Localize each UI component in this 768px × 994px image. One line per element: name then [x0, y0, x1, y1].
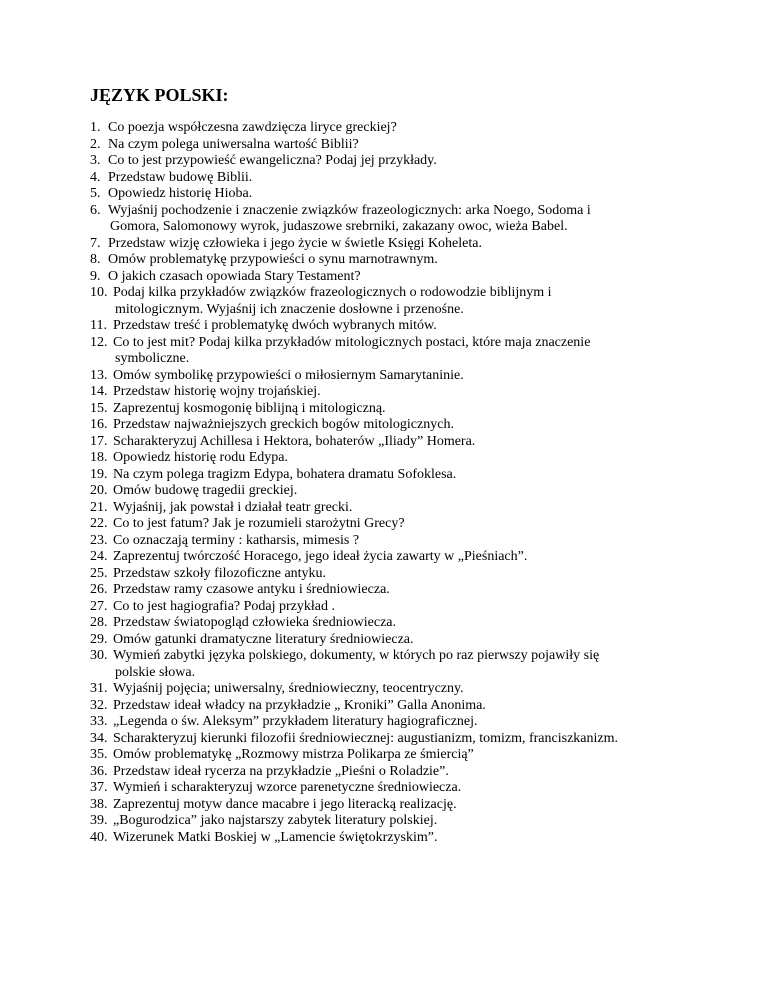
list-item	[0, 681, 768, 698]
question-line: Omów problematykę „Rozmowy mistrza Polikarpa ze śmiercią”	[113, 747, 474, 762]
question-text	[113, 599, 673, 616]
question-text	[113, 467, 673, 484]
question-text	[113, 632, 673, 649]
question-text	[113, 318, 673, 335]
question-line: Przedstaw światopogląd człowieka średniowiecza.	[113, 615, 397, 630]
question-number: 30.	[90, 648, 108, 663]
question-text	[113, 450, 673, 467]
question-text	[113, 615, 673, 632]
question-line: Co to jest mit? Podaj kilka przykładów mitologicznych postaci, które maja znaczenie	[113, 334, 591, 350]
list-item	[0, 137, 768, 154]
list-item	[0, 549, 768, 566]
question-number: 33.	[90, 714, 108, 729]
question-line: O jakich czasach opowiada Stary Testament?	[108, 268, 361, 284]
question-text	[113, 582, 673, 599]
question-text	[113, 500, 673, 517]
list-item	[0, 401, 768, 418]
question-text	[113, 566, 673, 583]
question-line: Co to jest hagiografia? Podaj przykład .	[113, 598, 335, 614]
question-text	[113, 681, 673, 698]
question-line: Omów budowę tragedii greckiej.	[113, 483, 298, 498]
question-number: 8.	[90, 252, 101, 267]
list-item	[0, 368, 768, 385]
question-text	[108, 203, 668, 236]
list-item	[0, 599, 768, 616]
list-item	[0, 780, 768, 797]
list-item	[0, 269, 768, 286]
question-line: Zaprezentuj motyw dance macabre i jego literacką realizację.	[113, 796, 457, 812]
question-number: 32.	[90, 697, 108, 713]
question-number: 15.	[90, 400, 108, 416]
question-number: 14.	[90, 384, 108, 399]
question-text	[113, 516, 673, 533]
question-number: 40.	[90, 829, 108, 845]
question-line: Na czym polega tragizm Edypa, bohatera dramatu Sofoklesa.	[113, 466, 457, 482]
question-number: 38.	[90, 796, 108, 812]
question-number: 4.	[90, 169, 101, 185]
question-text	[108, 252, 668, 269]
list-item	[0, 186, 768, 203]
question-line: Na czym polega uniwersalna wartość Biblii?	[108, 136, 359, 152]
question-line: Przedstaw najważniejszych greckich bogów mitologicznych.	[113, 417, 454, 432]
question-number: 34.	[90, 730, 108, 746]
question-text	[108, 170, 668, 187]
question-number: 27.	[90, 598, 108, 614]
question-text	[108, 137, 668, 154]
list-item	[0, 450, 768, 467]
question-number: 20.	[90, 483, 108, 498]
question-text	[113, 698, 673, 715]
list-item	[0, 797, 768, 814]
question-line: Opowiedz historię Hioba.	[108, 186, 253, 201]
question-line: Przedstaw budowę Biblii.	[108, 169, 253, 185]
question-text	[108, 269, 668, 286]
question-line: Wyjaśnij pochodzenie i znaczenie związków frazeologicznych: arka Noego, Sodoma i	[108, 202, 591, 218]
question-line: Zaprezentuj kosmogonię biblijną i mitologiczną.	[113, 400, 386, 416]
page-title: JĘZYK POLSKI:	[90, 85, 229, 105]
question-text	[113, 731, 673, 748]
question-number: 16.	[90, 417, 108, 432]
question-number: 17.	[90, 433, 108, 449]
list-item	[0, 714, 768, 731]
question-number: 24.	[90, 549, 108, 564]
question-number: 19.	[90, 466, 108, 482]
question-line: Wizerunek Matki Boskiej w „Lamencie świętokrzyskim”.	[113, 829, 438, 845]
list-item	[0, 120, 768, 137]
question-text	[113, 401, 673, 418]
question-line: Wyjaśnij pojęcia; uniwersalny, średniowieczny, teocentryczny.	[113, 681, 464, 696]
question-text	[113, 747, 673, 764]
list-item	[0, 318, 768, 335]
question-text	[113, 384, 673, 401]
list-item	[0, 384, 768, 401]
question-text	[113, 533, 673, 550]
question-line: Opowiedz historię rodu Edypa.	[113, 450, 288, 465]
question-line: Przedstaw wizję człowieka i jego życie w świetle Księgi Koheleta.	[108, 235, 482, 251]
question-line-continuation: symboliczne.	[115, 351, 190, 366]
question-number: 22.	[90, 516, 108, 531]
question-line: Wyjaśnij, jak powstał i działał teatr grecki.	[113, 499, 353, 515]
question-text	[108, 153, 668, 170]
question-text	[113, 764, 673, 781]
question-number: 37.	[90, 780, 108, 795]
question-number: 11.	[90, 318, 107, 333]
question-number: 13.	[90, 367, 108, 383]
question-number: 2.	[90, 136, 101, 152]
question-number: 3.	[90, 153, 101, 168]
question-text	[113, 830, 673, 847]
list-item	[0, 467, 768, 484]
list-item	[0, 764, 768, 781]
list-item	[0, 236, 768, 253]
question-number: 35.	[90, 747, 108, 762]
question-number: 23.	[90, 532, 108, 548]
list-item	[0, 747, 768, 764]
list-item	[0, 285, 768, 318]
question-line: Scharakteryzuj kierunki filozofii średniowiecznej: augustianizm, tomizm, franciszkanizm.	[113, 730, 618, 746]
question-line: Omów symbolikę przypowieści o miłosiernym Samarytaninie.	[113, 367, 464, 383]
question-line: Co poezja współczesna zawdzięcza liryce greckiej?	[108, 120, 397, 135]
list-item	[0, 632, 768, 649]
question-number: 21.	[90, 499, 108, 515]
list-item	[0, 582, 768, 599]
question-number: 39.	[90, 813, 108, 828]
list-item	[0, 615, 768, 632]
question-text	[113, 335, 673, 368]
question-number: 28.	[90, 615, 108, 630]
question-text	[113, 797, 673, 814]
question-line: Co to jest fatum? Jak je rozumieli starożytni Grecy?	[113, 516, 405, 531]
list-item	[0, 813, 768, 830]
question-number: 18.	[90, 450, 108, 465]
question-text	[113, 648, 673, 681]
question-number: 1.	[90, 120, 101, 135]
list-item	[0, 698, 768, 715]
list-item	[0, 830, 768, 847]
question-number: 7.	[90, 235, 101, 251]
question-line: Omów gatunki dramatyczne literatury średniowiecza.	[113, 631, 414, 647]
question-text	[108, 120, 668, 137]
list-item	[0, 203, 768, 236]
question-line: Scharakteryzuj Achillesa i Hektora, bohaterów „Iliady” Homera.	[113, 433, 476, 449]
question-list	[0, 120, 768, 846]
question-number: 12.	[90, 334, 108, 350]
question-text	[108, 236, 668, 253]
list-item	[0, 648, 768, 681]
question-text	[113, 549, 673, 566]
question-text	[113, 714, 673, 731]
question-text	[113, 285, 673, 318]
question-number: 6.	[90, 202, 101, 218]
question-number: 26.	[90, 582, 108, 597]
question-text	[108, 186, 668, 203]
question-line-continuation: Gomora, Salomonowy wyrok, judaszowe srebrniki, zakazany owoc, wieża Babel.	[110, 219, 568, 234]
list-item	[0, 170, 768, 187]
question-line: Co oznaczają terminy : katharsis, mimesis ?	[113, 532, 360, 548]
question-line: Wymień zabytki języka polskiego, dokumenty, w których po raz pierwszy pojawiły się	[113, 648, 600, 663]
question-line: Wymień i scharakteryzuj wzorce parenetyczne średniowiecza.	[113, 780, 462, 795]
list-item	[0, 434, 768, 451]
question-line: „Legenda o św. Aleksym” przykładem literatury hagiograficznej.	[113, 714, 478, 729]
list-item	[0, 153, 768, 170]
question-text	[113, 417, 673, 434]
question-number: 10.	[90, 285, 108, 300]
question-line: Przedstaw treść i problematykę dwóch wybranych mitów.	[113, 318, 437, 333]
question-number: 31.	[90, 681, 108, 696]
question-line: Zaprezentuj twórczość Horacego, jego ideał życia zawarty w „Pieśniach”.	[113, 549, 528, 564]
question-text	[113, 813, 673, 830]
question-number: 29.	[90, 631, 108, 647]
question-line: Przedstaw ideał rycerza na przykładzie „Pieśni o Roladzie”.	[113, 763, 449, 779]
question-line: „Bogurodzica” jako najstarszy zabytek literatury polskiej.	[113, 813, 438, 828]
question-line: Przedstaw historię wojny trojańskiej.	[113, 384, 321, 399]
question-text	[113, 368, 673, 385]
question-number: 9.	[90, 268, 101, 284]
list-item	[0, 500, 768, 517]
question-line: Omów problematykę przypowieści o synu marnotrawnym.	[108, 252, 438, 267]
list-item	[0, 566, 768, 583]
question-line: Co to jest przypowieść ewangeliczna? Podaj jej przykłady.	[108, 153, 437, 168]
question-number: 5.	[90, 186, 101, 201]
question-line: Przedstaw szkoły filozoficzne antyku.	[113, 565, 327, 581]
question-text	[113, 434, 673, 451]
question-line: Podaj kilka przykładów związków frazeologicznych o rodowodzie biblijnym i	[113, 285, 552, 300]
list-item	[0, 252, 768, 269]
question-line-continuation: mitologicznym. Wyjaśnij ich znaczenie dosłowne i przenośne.	[115, 301, 464, 317]
list-item	[0, 516, 768, 533]
question-line-continuation: polskie słowa.	[115, 664, 196, 680]
list-item	[0, 417, 768, 434]
question-line: Przedstaw ramy czasowe antyku i średniowiecza.	[113, 582, 390, 597]
question-text	[113, 483, 673, 500]
question-line: Przedstaw ideał władcy na przykładzie „ Kroniki” Galla Anonima.	[113, 697, 486, 713]
list-item	[0, 731, 768, 748]
question-number: 36.	[90, 763, 108, 779]
list-item	[0, 335, 768, 368]
question-number: 25.	[90, 565, 108, 581]
list-item	[0, 533, 768, 550]
question-text	[113, 780, 673, 797]
list-item	[0, 483, 768, 500]
